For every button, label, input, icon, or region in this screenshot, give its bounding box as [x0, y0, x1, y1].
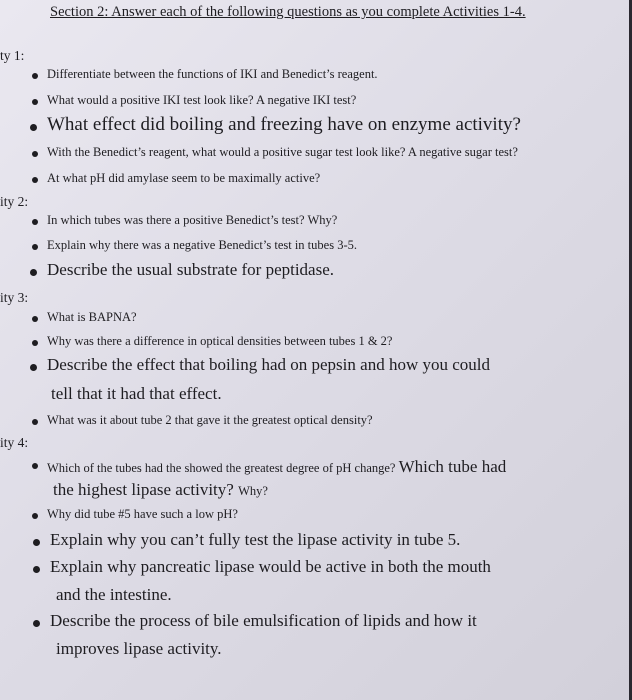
bullet-icon — [32, 219, 38, 225]
question-4-1-large-text: Which tube had — [398, 457, 507, 476]
question-3-3: Describe the effect that boiling had on pepsin and how you could — [47, 355, 490, 375]
bullet-icon — [32, 419, 38, 425]
question-2-3: Describe the usual substrate for peptidase. — [47, 260, 334, 280]
bullet-icon — [33, 620, 40, 627]
question-3-2: Why was there a difference in optical densities between tubes 1 & 2? — [47, 334, 392, 349]
question-4-3: Explain why you can’t fully test the lipase activity in tube 5. — [50, 530, 460, 550]
question-2-2: Explain why there was a negative Benedict’s test in tubes 3-5. — [47, 238, 357, 253]
question-1-3: What effect did boiling and freezing have on enzyme activity? — [47, 114, 521, 137]
bullet-icon — [32, 177, 38, 183]
bullet-icon — [32, 73, 38, 79]
question-4-5-continued: improves lipase activity. — [56, 639, 222, 658]
question-1-2: What would a positive IKI test look like? A negative IKI test? — [47, 93, 356, 108]
question-2-1: In which tubes was there a positive Benedict’s test? Why? — [47, 213, 337, 228]
bullet-icon — [32, 244, 38, 250]
bullet-icon — [32, 316, 38, 322]
question-1-5: At what pH did amylase seem to be maximally active? — [47, 171, 320, 186]
question-1-4: With the Benedict’s reagent, what would a positive sugar test look like? A negative sugar test? — [47, 145, 518, 160]
activity-3-label: ity 3: — [0, 290, 29, 305]
activity-4-label: ity 4: — [0, 435, 29, 450]
bullet-icon — [30, 124, 37, 131]
question-3-4: What was it about tube 2 that gave it the greatest optical density? — [47, 413, 373, 428]
question-1-1: Differentiate between the functions of IKI and Benedict’s reagent. — [47, 67, 378, 82]
question-4-1-continued: the highest lipase activity? Why? — [53, 480, 268, 499]
bullet-icon — [33, 566, 40, 573]
question-4-5: Describe the process of bile emulsification of lipids and how it — [50, 611, 477, 631]
bullet-icon — [32, 463, 38, 469]
bullet-icon — [32, 340, 38, 346]
question-4-4-continued: and the intestine. — [56, 585, 172, 604]
question-4-1: Which of the tubes had the showed the greatest degree of pH change? Which tube had — [47, 457, 506, 477]
bullet-icon — [30, 269, 37, 276]
bullet-icon — [30, 364, 37, 371]
question-4-2: Why did tube #5 have such a low pH? — [47, 507, 238, 522]
bullet-icon — [32, 151, 38, 157]
question-3-3-continued: tell that it had that effect. — [51, 384, 222, 403]
bullet-icon — [33, 539, 40, 546]
bullet-icon — [32, 513, 38, 519]
question-3-1: What is BAPNA? — [47, 310, 137, 325]
bullet-icon — [32, 99, 38, 105]
question-4-4: Explain why pancreatic lipase would be active in both the mouth — [50, 557, 491, 577]
activity-2-label: ity 2: — [0, 194, 29, 209]
section-title: Section 2: Answer each of the following questions as you complete Activities 1-4. — [50, 4, 526, 20]
activity-1-label: ty 1: — [0, 48, 25, 63]
